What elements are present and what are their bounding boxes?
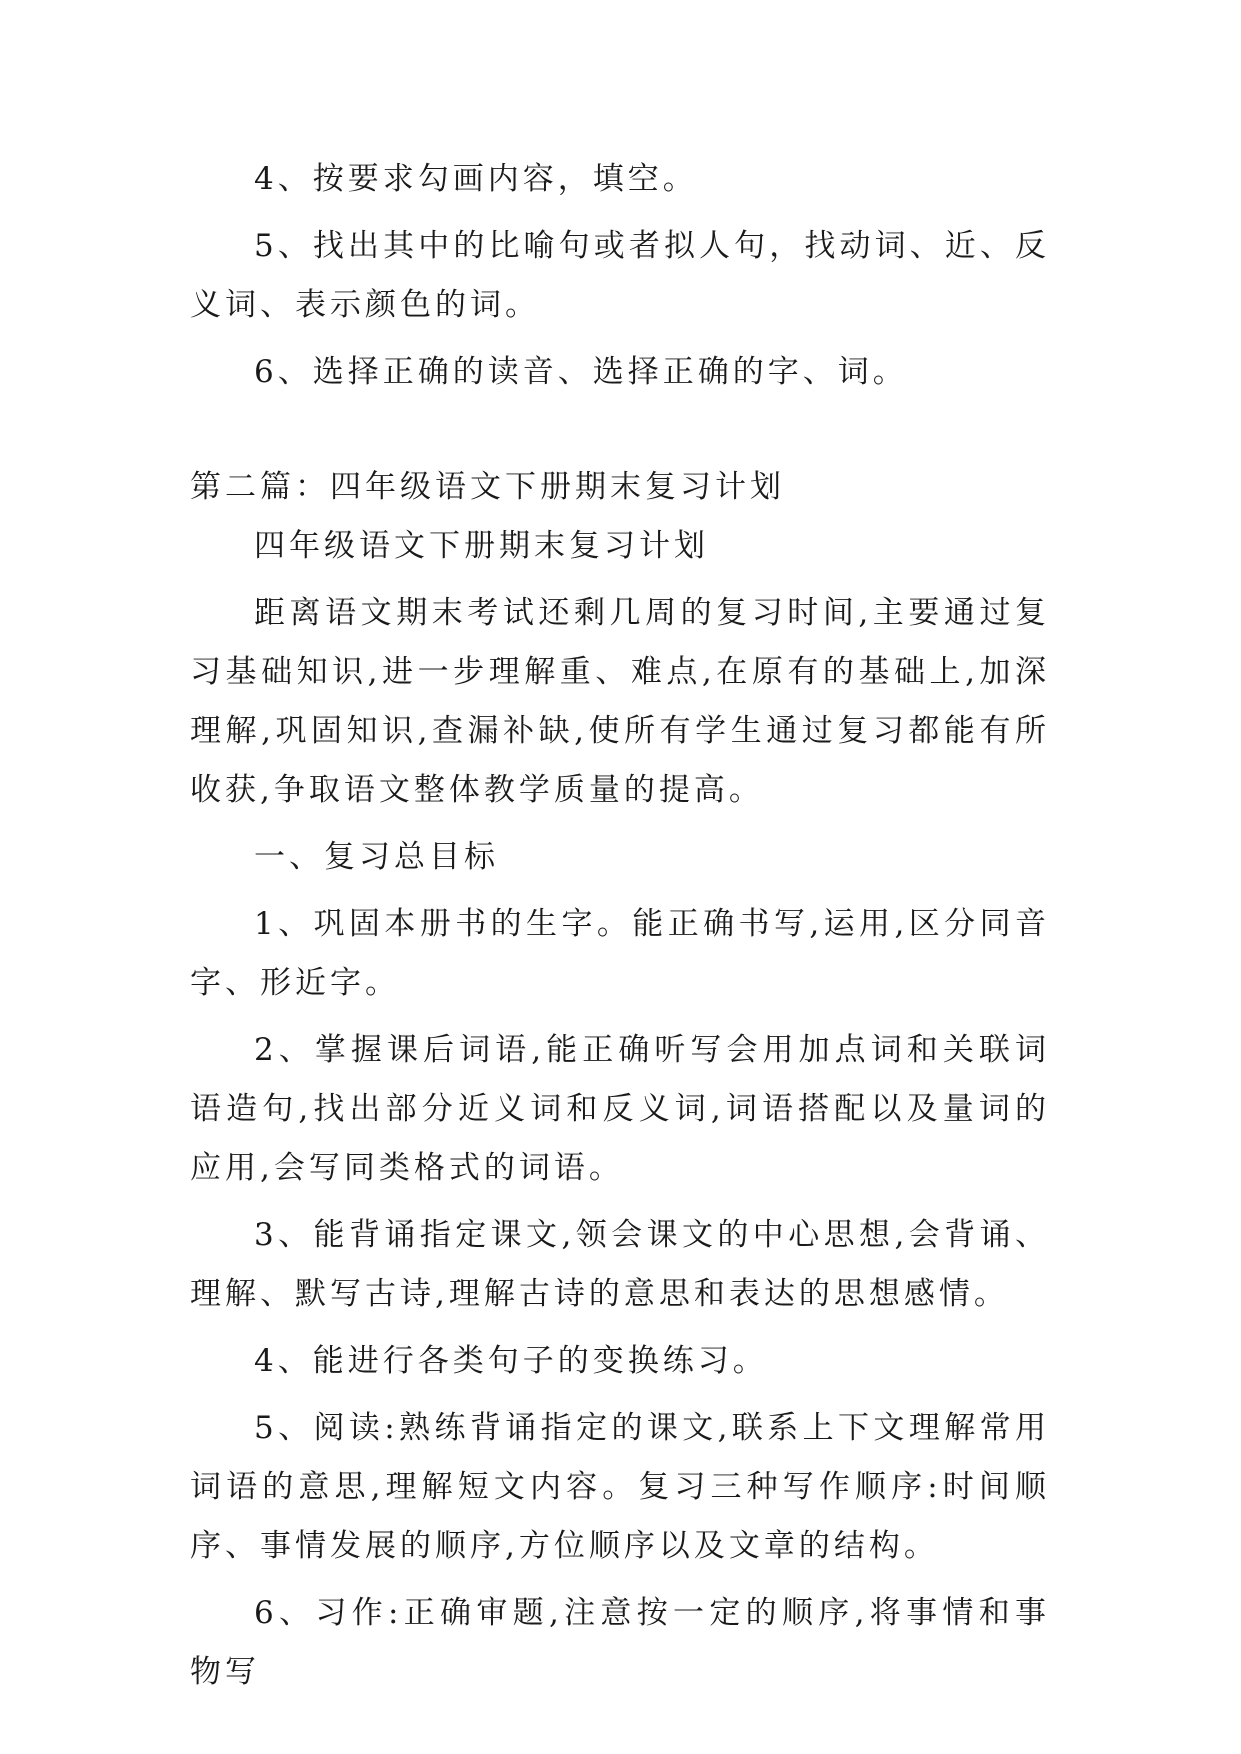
goal-item-5: 5、阅读:熟练背诵指定的课文,联系上下文理解常用词语的意思,理解短文内容。复习三种写作顺序:时间顺序、事情发展的顺序,方位顺序以及文章的结构。 — [190, 1410, 1050, 1564]
paragraph-item-4: 4、按要求勾画内容，填空。 — [254, 161, 698, 197]
goal-item-2: 2、掌握课后词语,能正确听写会用加点词和关联词语造句,找出部分近义词和反义词,词语搭配以及量词的应用,会写同类格式的词语。 — [190, 1032, 1050, 1186]
paragraph-item-6: 6、选择正确的读音、选择正确的字、词。 — [254, 354, 908, 390]
goal-item-6: 6、习作:正确审题,注意按一定的顺序,将事情和事物写 — [190, 1595, 1050, 1690]
goals-heading: 一、复习总目标 — [254, 839, 499, 875]
goal-item-1: 1、巩固本册书的生字。能正确书写,运用,区分同音字、形近字。 — [190, 906, 1050, 1001]
document-title: 四年级语文下册期末复习计划 — [254, 528, 709, 564]
intro-paragraph: 距离语文期末考试还剩几周的复习时间,主要通过复习基础知识,进一步理解重、难点,在原有的基础上,加深理解,巩固知识,查漏补缺,使所有学生通过复习都能有所收获,争取语文整体教学质量的提高。 — [190, 595, 1050, 808]
section-heading: 第二篇：四年级语文下册期末复习计划 — [190, 469, 785, 505]
goal-item-3: 3、能背诵指定课文,领会课文的中心思想,会背诵、理解、默写古诗,理解古诗的意思和表达的思想感情。 — [190, 1217, 1050, 1312]
goal-item-4: 4、能进行各类句子的变换练习。 — [254, 1343, 768, 1379]
paragraph-item-5: 5、找出其中的比喻句或者拟人句，找动词、近、反义词、表示颜色的词。 — [190, 228, 1050, 323]
document-body — [190, 150, 1050, 1702]
